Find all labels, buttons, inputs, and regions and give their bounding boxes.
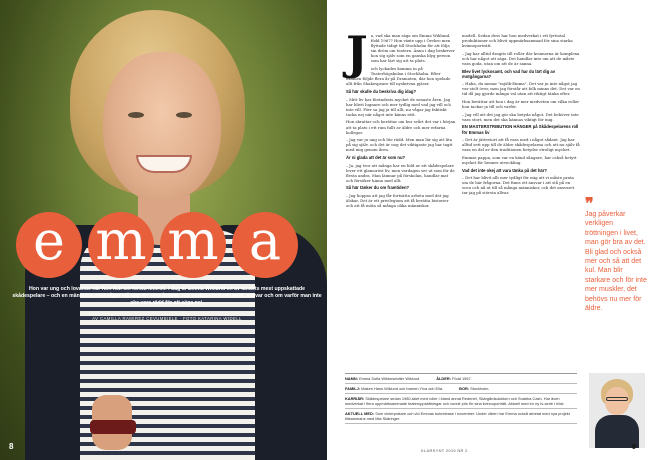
byline: AV CAMILLA RAMIREZ CEVUMBIELE · FOTO KATARINA WIDELL (92, 316, 242, 321)
fact-label: ÅLDER: (436, 376, 451, 381)
interview-question: Blev livet lyckosamt, och vad har du lärt dig av motgångarna? (462, 68, 556, 79)
col2-paragraph: – Haha, du menar "mjölk-Emma". Det var ju inte något jag var stolt över, men jag förstår att folk minns det. Det var en tid då jag gjorde många val utan att riktigt tänka efter. (462, 81, 580, 97)
fact-label: BOR: (459, 386, 470, 391)
portrait-photo (589, 373, 645, 448)
col1-paragraph: – Mitt liv har förändrats mycket de senaste åren. Jag har blivit lugnare och mer tydlig med vad jag vill och inte vill. Förr sa jag ja till allt, nu vågar jag faktiskt tacka nej när något inte känns rätt. (346, 96, 451, 117)
interview-question: Är ni glada att det är som nu? (346, 154, 406, 160)
pull-quote (585, 196, 647, 313)
interview-question: Så här tänker du om framtiden? (346, 185, 410, 191)
face (103, 52, 221, 202)
fact-cell (345, 411, 577, 421)
col2-paragraph: Emmas pappa, som var en känd sångare, har också betytt mycket för hennes utveckling. (462, 154, 577, 165)
intro-text: Hon var ung och lovande när hon fick sin första filmroll. I dag är Emma Wiklund en av landets mest uppskattade skådespelare – och en människa som vågar stå upp för sina åsikter. Här berättar hon om mod, ansvar och om varför man inte ska vara rädd för att säga nej. (12, 286, 322, 306)
title-letter-m2: m (160, 212, 226, 278)
col2-paragraph: modell. Sedan dess har hon medverkat i ett fyrtiotal produktioner och blivit uppmärksammad för sina starka kvinnoporträtt. (462, 33, 573, 49)
fact-value: Maken Hans Wiklund och barnen Ylva och Eila. (361, 386, 444, 391)
fact-cell (345, 376, 420, 381)
portrait-glasses (606, 397, 628, 401)
pull-quote-text: Jag påverkar verkligen tröttningen i livet, man gör bra av det. Bli glad och också mer och så att det kul. Man blir starkare och för inte mer muskler, det behövs nu mer för äldre. (585, 211, 647, 313)
fact-row (345, 409, 577, 424)
col1-paragraph: och lyckades komma in på Teaterhögskolan i Stockholm. Efter examen följde flera år på Dramaten, där hon spelade allt från Shakespeare till nyskrivna pjäser. (346, 66, 451, 87)
fact-cell (459, 386, 489, 391)
fact-cell (436, 376, 471, 381)
col1-paragraph: – Ja, jag tror att många har en bild av att skådespelare lever ett glamoröst liv, men vardagen ser ut som för de flesta andra. Man lämnar på förskolan, handlar mat och försöker hinna med allt. (346, 162, 455, 183)
portrait-face (605, 387, 629, 415)
interview-question: Vad det inte okej att vara tänka på det här? (462, 167, 547, 173)
col2-paragraph: Hon berättar att hon i dag är mer medveten om vilka roller hon tackar ja till och varför. (462, 99, 580, 110)
title-letter-a: a (232, 212, 298, 278)
article-column-1 (346, 26, 456, 211)
fact-row (345, 374, 577, 384)
interview-question: Så här skulle du beskriva dig idag? (346, 88, 417, 94)
quote-mark-icon: ❞ (585, 196, 594, 213)
fact-value: Född 1967. (452, 376, 472, 381)
emma-title (8, 209, 327, 278)
col2-paragraph: – Det har blivit allt mer tydligt för mig att vi måste prata om de här frågorna. Det finns ett ansvar i att stå på en scen och nå ut till så många människor, och det ansvaret tar jag på största allvar. (462, 175, 575, 196)
fact-value: Som vinterpratare och vid Emmas bokrelease i november. Under våren har Emma också arbetat med nya projekt tillsammans med Mia Skäringer. (345, 411, 570, 421)
page-number-left: 8 (9, 442, 14, 451)
col1-paragraph: Hon skrattar och berättar om hur svårt det var i början att ta plats i ett rum fullt av äldre och mer erfarna kollegor. (346, 119, 456, 135)
fact-label: FAMILJ: (345, 386, 361, 391)
col2-paragraph: – Jag vill att det jag gör ska betyda något. Det behöver inte vara stort, men det ska kännas viktigt för mig. (462, 111, 579, 122)
col2-paragraph: – Jag har alltid dragits till roller där kvinnorna är komplexa och har något att säga. Det handlar inte om att de måste vara goda, utan om att de är sanna. (462, 50, 580, 66)
article-column-2 (462, 33, 580, 198)
left-eye (128, 112, 144, 118)
bracelet (90, 420, 136, 434)
fact-box (345, 373, 577, 424)
fact-cell (345, 386, 443, 391)
fact-label: KARRIÄR: (345, 396, 365, 401)
fact-row (345, 384, 577, 394)
section-lead: EN MASTERSTRIBUTION HÄNGER på Skådespelarens roll för Emmas liv (462, 124, 579, 135)
title-letter-m1: m (88, 212, 154, 278)
right-eye (176, 112, 192, 118)
fact-label: NAMN: (345, 376, 358, 381)
fact-value: Stockholm. (470, 386, 490, 391)
magazine-footer: KLARSYNT 2015 NR 2 (421, 448, 468, 453)
right-page (327, 0, 650, 460)
fact-value: Emma Sofia Wiktorsdotter Wiklund. (359, 376, 421, 381)
fact-label: AKTUELL MED: (345, 411, 375, 416)
col2-paragraph: – Det är jättestort att få vara med i något sådant. Jag har alltid sett upp till de äldre skådespelarna och att nu själv få vara en del av den traditionen betyder otroligt mycket. (462, 137, 580, 153)
drop-cap: J (346, 26, 368, 80)
col1-paragraph: – Jag hoppas att jag får fortsätta arbeta med det jag älskar. Det är ett privilegium att få berätta historier och att få möta så många olika människor. (346, 193, 449, 209)
title-letter-e: e (16, 212, 82, 278)
col1-paragraph: – Jag var ju ung och lite rädd. Men man lär sig att lita på sig själv, och det är nog det viktigaste jag har tagit med mig genom åren. (346, 137, 453, 153)
fact-row (345, 394, 577, 409)
fact-cell (345, 396, 577, 406)
fact-value: Skådespelare sedan 1980-talet med roller i bland annat Rederiet, Skärgårdsdoktorn och Snabba Cash. Har även medverkat i flera uppmärksammade teateruppsättningar och vunnit pris för sina kvinnoporträtt. Aktuell med en ny tv-serie i höst. (345, 396, 565, 406)
col1-paragraph: a, vad ska man säga om Emma Wiklund, född 1967? Hon växte upp i Örebro men flyttade tidigt till Stockholm för att följa sin dröm om teatern. Ännu i dag beskriver hon sig själv som en ganska blyg person som har lärt sig att ta plats. (370, 33, 455, 64)
page-number-right: 9 (632, 444, 636, 451)
